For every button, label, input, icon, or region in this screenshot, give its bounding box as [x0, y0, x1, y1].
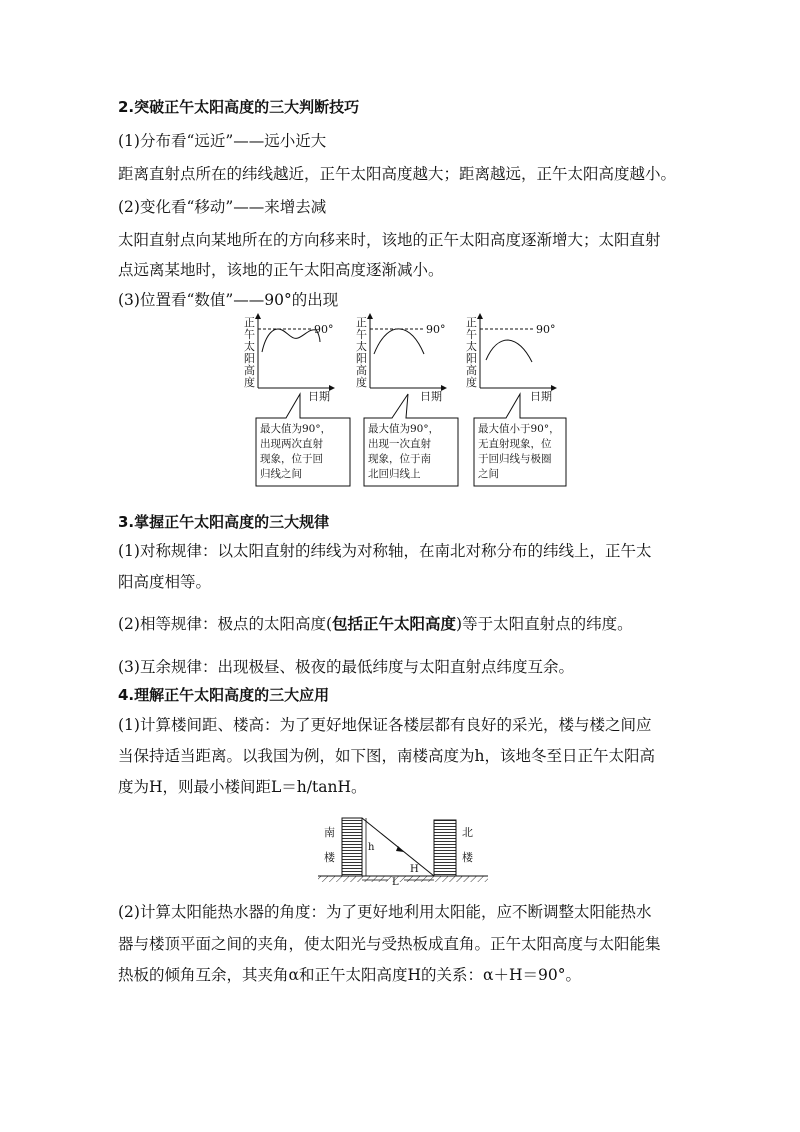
section2-point2-body-line1: 太阳直射点向某地所在的方向移来时，该地的正午太阳高度逐渐增大；太阳直射	[118, 231, 661, 249]
callout-line: 最大值小于90°，	[478, 423, 560, 435]
ref-label-90: 90°	[426, 323, 446, 336]
section4-app2-line3: 热板的倾角互余，其夹角α和正午太阳高度H的关系：α＋H＝90°。	[118, 966, 581, 984]
xlabel: 日期	[420, 390, 442, 403]
H-angle-label: H	[410, 864, 419, 875]
callout-line: 最大值为90°，	[260, 423, 332, 435]
south-building	[342, 818, 362, 876]
callout-line: 最大值为90°，	[368, 423, 440, 435]
section3-rule3: (3)互余规律：出现极昼、极夜的最低纬度与太阳直射点纬度互余。	[118, 658, 574, 676]
south-label-char: 南	[324, 826, 335, 839]
ylabel-char: 阳	[466, 352, 477, 365]
ylabel-char: 午	[356, 328, 367, 341]
section2-heading: 2.突破正午太阳高度的三大判断技巧	[118, 98, 360, 116]
callout-line: 无直射现象，位	[478, 438, 552, 450]
noon-sun-altitude-figure	[240, 308, 570, 492]
section4-app1-line1: (1)计算楼间距、楼高：为了更好地保证各楼层都有良好的采光，楼与楼之间应	[118, 716, 652, 734]
south-label-char: 楼	[324, 851, 335, 864]
section4-app1-line2: 当保持适当距离。以我国为例，如下图，南楼高度为h，该地冬至日正午太阳高	[118, 747, 655, 765]
xlabel: 日期	[308, 390, 330, 403]
section2-point3-title: (3)位置看“数值”——90°的出现	[118, 291, 339, 309]
xlabel: 日期	[530, 390, 552, 403]
panel-2	[356, 314, 458, 486]
section3-rule1-line1: (1)对称规律：以太阳直射的纬线为对称轴，在南北对称分布的纬线上，正午太	[118, 542, 652, 560]
ground-hatch	[318, 876, 488, 882]
ylabel-char: 度	[244, 376, 255, 389]
ylabel-char: 正	[466, 316, 477, 329]
ylabel-char: 太	[244, 340, 255, 353]
ylabel-char: 高	[356, 364, 367, 377]
section4-app1-line3: 度为H，则最小楼间距L＝h/tanH。	[118, 778, 367, 796]
callout-line: 出现一次直射	[368, 438, 431, 450]
callout-line: 北回归线上	[368, 468, 421, 480]
ylabel-char: 阳	[244, 352, 255, 365]
L-label: L	[392, 877, 399, 888]
section2-point1-body: 距离直射点所在的纬线越近，正午太阳高度越大；距离越远，正午太阳高度越小。	[118, 165, 677, 183]
section4-heading: 4.理解正午太阳高度的三大应用	[118, 686, 330, 704]
ref-label-90: 90°	[314, 323, 334, 336]
section2-point2-title: (2)变化看“移动”——来增去减	[118, 198, 327, 216]
section4-app2-line2: 器与楼顶平面之间的夹角，使太阳光与受热板成直角。正午太阳高度与太阳能集	[118, 935, 661, 953]
section3-heading: 3.掌握正午太阳高度的三大规律	[118, 513, 330, 531]
north-label-char: 北	[462, 826, 473, 839]
ylabel-char: 高	[466, 364, 477, 377]
h-label: h	[368, 842, 375, 853]
section3-rule1-line2: 阳高度相等。	[118, 573, 212, 591]
ylabel-char: 太	[466, 340, 477, 353]
panel-1	[244, 314, 350, 486]
section4-app2-line1: (2)计算太阳能热水器的角度：为了更好地利用太阳能，应不断调整太阳能热水	[118, 903, 652, 921]
callout-line: 现象，位于回	[260, 453, 323, 465]
rule2-pre: (2)相等规律：极点的太阳高度(	[118, 615, 333, 633]
curve	[262, 329, 320, 352]
ylabel-char: 午	[466, 328, 477, 341]
callout-line: 于回归线与极圈	[478, 453, 552, 465]
section3-rule2	[118, 613, 633, 635]
callout-line: 归线之间	[260, 468, 302, 480]
north-label-char: 楼	[462, 851, 473, 864]
panel-3	[466, 314, 566, 486]
ylabel-char: 高	[244, 364, 255, 377]
section2-point2-body-line2: 点远离某地时，该地的正午太阳高度逐渐减小。	[118, 261, 444, 279]
north-building	[434, 820, 456, 876]
building-spacing-figure	[318, 808, 488, 890]
rule2-post: )等于太阳直射点的纬度。	[456, 615, 633, 633]
ylabel-char: 正	[356, 316, 367, 329]
ylabel-char: 午	[244, 328, 255, 341]
callout-line: 出现两次直射	[260, 438, 323, 450]
ylabel-char: 度	[466, 376, 477, 389]
section2-point1-title: (1)分布看“远近”——远小近大	[118, 132, 327, 150]
curve	[374, 329, 424, 354]
ylabel-char: 正	[244, 316, 255, 329]
ref-label-90: 90°	[536, 323, 556, 336]
callout-line: 之间	[478, 468, 499, 480]
ylabel-char: 阳	[356, 352, 367, 365]
rule2-bold: 包括正午太阳高度	[332, 615, 457, 633]
ylabel-char: 太	[356, 340, 367, 353]
ylabel-char: 度	[356, 376, 367, 389]
callout-line: 现象，位于南	[368, 453, 431, 465]
curve	[486, 340, 532, 362]
